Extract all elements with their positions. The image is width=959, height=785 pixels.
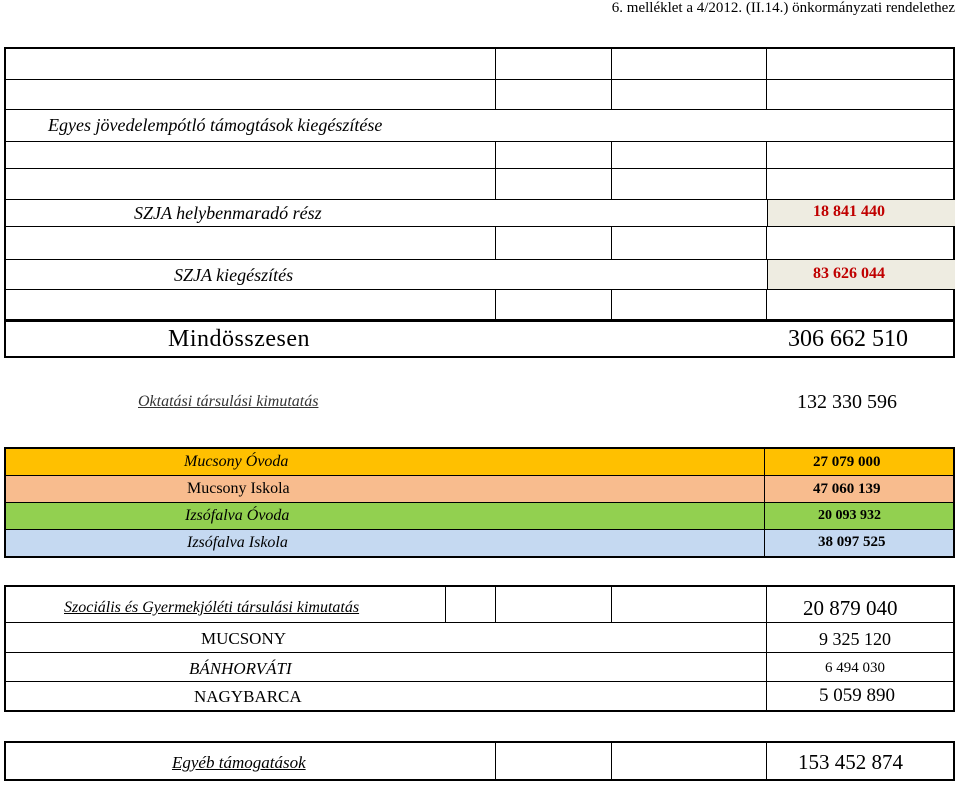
education-row-value: 27 079 000	[813, 454, 881, 470]
education-row-value: 38 097 525	[818, 534, 886, 550]
social-summary-label: Szociális és Gyermekjóléti társulási kimutatás	[64, 599, 360, 616]
social-row-value: 6 494 030	[825, 660, 885, 676]
szja-local-label: SZJA helybenmaradó rész	[134, 203, 322, 223]
grand-total-row	[6, 320, 953, 356]
other-support-value: 153 452 874	[798, 750, 903, 774]
education-row-1	[6, 476, 953, 503]
social-row	[6, 623, 953, 653]
social-row-label: BÁNHORVÁTI	[189, 659, 292, 678]
education-summary-value: 132 330 596	[797, 391, 897, 413]
szja-supplement-row	[6, 260, 953, 290]
other-support-table	[4, 741, 955, 781]
szja-supplement-label: SZJA kiegészítés	[174, 265, 294, 285]
empty-row	[6, 80, 953, 110]
empty-row	[6, 169, 953, 200]
education-row-3	[6, 530, 953, 556]
education-table	[4, 447, 955, 558]
other-support-row	[6, 743, 953, 779]
income-supplement-table	[4, 47, 955, 358]
social-summary-row	[6, 587, 953, 623]
social-row	[6, 653, 953, 682]
empty-row	[6, 290, 953, 320]
szja-local-row	[6, 200, 953, 227]
social-row-label: MUCSONY	[201, 629, 287, 648]
education-row-value: 47 060 139	[813, 481, 881, 497]
education-row-label: Mucsony Óvoda	[184, 453, 289, 470]
social-row-value: 5 059 890	[819, 685, 895, 706]
empty-row	[6, 227, 953, 260]
szja-local-value: 18 841 440	[813, 203, 885, 220]
education-row-label: Izsófalva Óvoda	[185, 507, 290, 524]
education-row-2	[6, 503, 953, 530]
section-title-row	[6, 110, 953, 142]
education-row-value: 20 093 932	[818, 508, 881, 523]
social-summary-value: 20 879 040	[803, 596, 898, 620]
social-row	[6, 682, 953, 710]
education-row-0	[6, 449, 953, 476]
education-row-label: Izsófalva Iskola	[187, 534, 288, 551]
education-row-label: Mucsony Iskola	[187, 480, 290, 497]
grand-total-value: 306 662 510	[788, 326, 908, 352]
other-support-label: Egyéb támogatások	[172, 753, 306, 772]
social-table	[4, 585, 955, 712]
education-summary-label: Oktatási társulási kimutatás	[138, 393, 319, 410]
section-title: Egyes jövedelempótló támogtások kiegészítése	[48, 115, 383, 135]
social-row-label: NAGYBARCA	[194, 687, 302, 706]
empty-row	[6, 142, 953, 169]
social-row-value: 9 325 120	[819, 629, 891, 649]
header-note: 6. melléklet a 4/2012. (II.14.) önkormányzati rendelethez	[611, 0, 955, 16]
szja-supplement-value: 83 626 044	[813, 265, 885, 282]
grand-total-label: Mindösszesen	[168, 326, 310, 352]
empty-row	[6, 49, 953, 80]
